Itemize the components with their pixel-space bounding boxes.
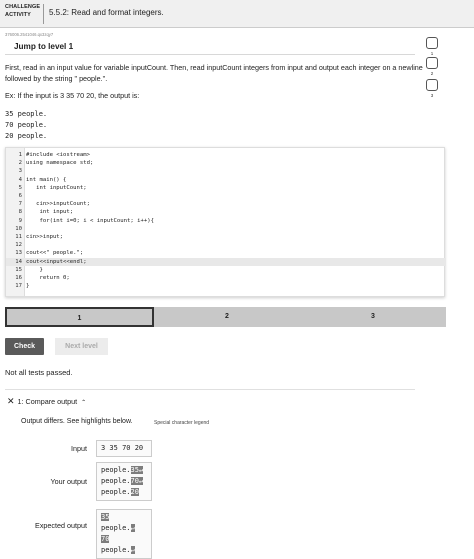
code-line[interactable] <box>6 208 446 216</box>
level-2-number: 2 <box>430 71 434 76</box>
line-number: 11 <box>15 234 22 240</box>
level-1-number: 1 <box>430 51 434 56</box>
code-text: return 0; <box>26 275 70 281</box>
code-text: int input; <box>26 209 74 216</box>
chevron-up-icon: ⌃ <box>81 400 87 406</box>
x-icon: ✕ <box>7 396 15 406</box>
jump-to-level-link[interactable]: Jump to level 1 <box>14 42 74 51</box>
line-number: 3 <box>18 168 22 175</box>
level-2-button[interactable] <box>426 57 438 69</box>
level-3-number: 3 <box>430 93 434 98</box>
code-text: cout<<" people."; <box>26 250 84 257</box>
output-line <box>101 487 147 498</box>
next-level-button[interactable]: Next level <box>55 338 108 355</box>
code-line[interactable] <box>6 282 446 290</box>
divider <box>5 54 415 55</box>
code-line[interactable] <box>6 217 446 225</box>
output-line <box>101 512 147 534</box>
code-line[interactable] <box>6 274 446 282</box>
line-number: 7 <box>18 201 22 208</box>
code-text: cin>>input; <box>26 234 64 240</box>
line-number: 5 <box>18 184 22 191</box>
output-line <box>101 476 147 487</box>
code-line[interactable] <box>6 192 446 200</box>
line-number: 4 <box>18 176 22 183</box>
output-text: people. <box>101 524 131 532</box>
progress-segment-2[interactable]: 2 <box>225 313 229 320</box>
challenge-activity-tag <box>5 3 40 19</box>
header-divider <box>43 4 44 24</box>
code-text: #include <iostream> <box>26 152 90 158</box>
code-text: int inputCount; <box>26 184 87 191</box>
level-1-button[interactable] <box>426 37 438 49</box>
code-line[interactable] <box>6 200 446 208</box>
activity-title: 5.5.2: Read and format integers. <box>49 8 164 17</box>
your-output-box <box>96 462 152 501</box>
example-output <box>5 109 47 142</box>
divider <box>5 389 415 390</box>
newline-marker: ↵ <box>130 546 135 554</box>
line-number: 15 <box>15 266 22 273</box>
code-line[interactable] <box>6 241 446 249</box>
code-text: int main() { <box>26 176 67 183</box>
instructions: First, read in an input value for variable inputCount. Then, read inputCount integers from input and output each integer on a newline followed by the string " people.". <box>5 63 423 83</box>
output-text: people. <box>101 477 131 485</box>
expected-output-box <box>96 509 152 559</box>
line-number: 6 <box>18 193 22 199</box>
code-line[interactable] <box>6 266 446 274</box>
code-line[interactable] <box>6 233 446 241</box>
line-number: 9 <box>18 217 22 224</box>
example-output-line: 70 people. <box>5 121 48 129</box>
line-number: 10 <box>15 225 22 232</box>
code-text: cout<<input<<endl; <box>26 258 87 265</box>
diff-highlight: 70 <box>101 535 110 543</box>
progress-segment-1[interactable]: 1 <box>5 307 154 327</box>
example-output-line: 20 people. <box>5 132 48 140</box>
line-number: 1 <box>18 152 22 158</box>
progress-segment-3[interactable]: 3 <box>371 313 375 320</box>
code-line[interactable] <box>6 176 446 184</box>
diff-highlight: 70↵ <box>130 477 144 485</box>
level-3-button[interactable] <box>426 79 438 91</box>
input-label: Input <box>71 444 87 453</box>
input-value: 3 35 70 20 <box>96 440 152 457</box>
diff-message: Output differs. See highlights below. <box>21 418 133 425</box>
code-text: for(int i=0; i < inputCount; i++){ <box>26 217 154 224</box>
example-output-line: 35 people. <box>5 110 48 118</box>
challenge-id: 376006.2541046.qx3zqy7 <box>5 32 54 37</box>
code-text: using namespace std; <box>26 160 94 167</box>
code-editor[interactable] <box>5 147 445 297</box>
line-number: 8 <box>18 209 22 216</box>
code-line[interactable] <box>6 184 446 192</box>
expected-output-label: Expected output <box>35 521 87 530</box>
example-text: Ex: If the input is 3 35 70 20, the output is: <box>5 91 140 100</box>
tag-line-2: ACTIVITY <box>5 12 31 18</box>
compare-label: 1: Compare output <box>17 397 78 406</box>
check-button[interactable]: Check <box>5 338 44 355</box>
diff-highlight: 35↵ <box>130 466 144 474</box>
line-number: 2 <box>18 160 22 167</box>
code-line[interactable] <box>6 151 446 159</box>
output-text: people. <box>101 466 131 474</box>
output-text: people. <box>101 488 131 496</box>
diff-highlight: 35 <box>101 513 110 521</box>
output-line <box>101 534 147 556</box>
your-output-label: Your output <box>50 477 87 486</box>
code-line[interactable] <box>6 258 446 266</box>
special-character-legend-link[interactable]: Special character legend <box>154 420 210 426</box>
test-status: Not all tests passed. <box>5 368 73 377</box>
code-line[interactable] <box>6 249 446 257</box>
newline-marker: ↵ <box>130 524 135 532</box>
code-line[interactable] <box>6 225 446 233</box>
tag-line-1: CHALLENGE <box>5 4 41 10</box>
level-progress-bar <box>5 307 446 327</box>
output-text: people. <box>101 546 131 554</box>
line-number: 16 <box>15 275 22 281</box>
line-number: 17 <box>15 283 22 290</box>
line-number: 13 <box>15 250 22 257</box>
code-text: } <box>26 283 30 290</box>
activity-header <box>0 0 474 28</box>
diff-highlight: 20 <box>130 488 139 496</box>
line-number: 12 <box>15 242 22 249</box>
code-line[interactable] <box>6 167 446 175</box>
compare-output-toggle[interactable] <box>7 396 86 407</box>
output-line <box>101 465 147 476</box>
code-text: } <box>26 266 43 273</box>
code-text: cin>>inputCount; <box>26 201 90 208</box>
code-line[interactable] <box>6 159 446 167</box>
line-number: 14 <box>15 258 22 265</box>
